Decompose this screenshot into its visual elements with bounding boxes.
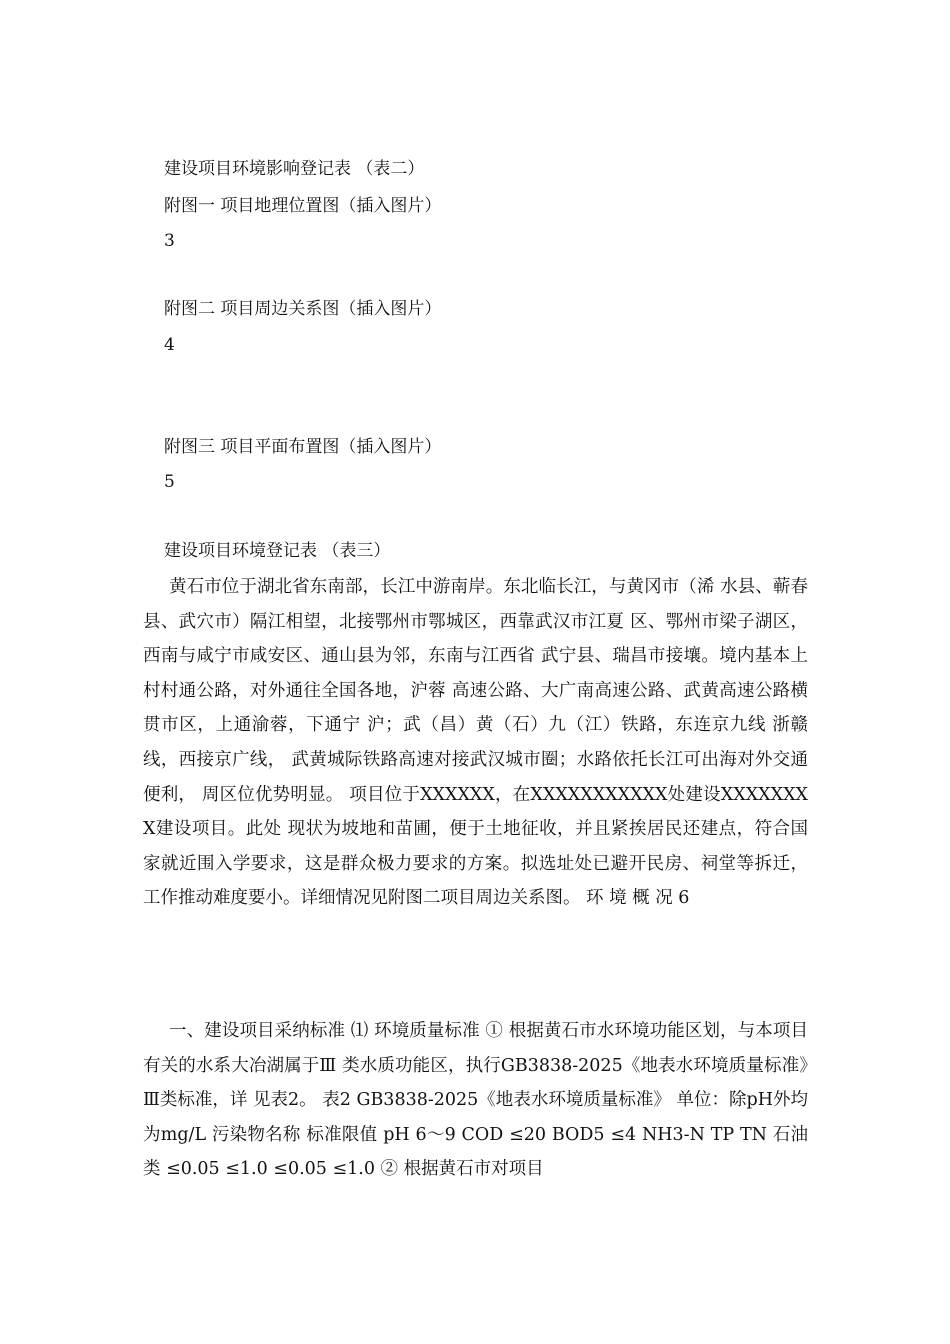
standards-section xyxy=(143,1014,808,1187)
toc-figure1-title: 附图一 项目地理位置图（插入图片） xyxy=(164,196,442,216)
toc-figure1-page: 3 xyxy=(164,231,175,251)
toc-figure3-title: 附图三 项目平面布置图（插入图片） xyxy=(164,437,442,457)
toc-figure2-page: 4 xyxy=(164,335,175,355)
toc-table3-title: 建设项目环境登记表 （表三） xyxy=(164,541,391,561)
toc-figure2-title: 附图二 项目周边关系图（插入图片） xyxy=(164,299,442,319)
toc-figure3-page: 5 xyxy=(164,472,175,492)
toc-table2-title: 建设项目环境影响登记表 （表二） xyxy=(164,159,425,179)
standards-paragraph: 一、建设项目采纳标准 ⑴ 环境质量标准 ① 根据黄石市水环境功能区划，与本项目有关的水系大冶湖属于Ⅲ 类水质功能区，执行GB3838-2025《地表水环境质量标准》Ⅲ类标准，详 见表2。 表2 GB3838-2025《地表水环境质量标准》 单位：除pH外均为mg/L 污染物名称 标准限值 pH 6～9 COD ≤20 BOD5 ≤4 NH3-N TP TN 石油类 ≤0.05 ≤1.0 ≤0.05 ≤1.0 ② 根据黄石市对项目 xyxy=(143,1021,808,1180)
overview-paragraph: 黄石市位于湖北省东南部，长江中游南岸。东北临长江，与黄冈市（浠 水县、蕲春县、武穴市）隔江相望，北接鄂州市鄂城区，西靠武汉市江夏 区、鄂州市梁子湖区，西南与咸宁市咸安区、通山县为邻，东南与江西省 武宁县、瑞昌市接壤。境内基本上村村通公路，对外通往全国各地，沪蓉 高速公路、大广南高速公路、武黄高速公路横贯市区，上通渝蓉，下通宁 沪；武（昌）黄（石）九（江）铁路，东连京九线 浙赣线，西接京广线， 武黄城际铁路高速对接武汉城市圈；水路依托长江可出海对外交通便利， 周区位优势明显。 项目位于XXXXXX，在XXXXXXXXXXX处建设XXXXXXXX建设项目。此处 现状为坡地和苗圃，便于土地征收，并且紧挨居民还建点，符合国家就近围入学要求，这是群众极力要求的方案。拟选址处已避开民房、祠堂等拆迁， 工作推动难度要小。详细情况见附图二项目周边关系图。 环 境 概 况 6 xyxy=(143,577,808,909)
overview-section xyxy=(143,570,808,916)
